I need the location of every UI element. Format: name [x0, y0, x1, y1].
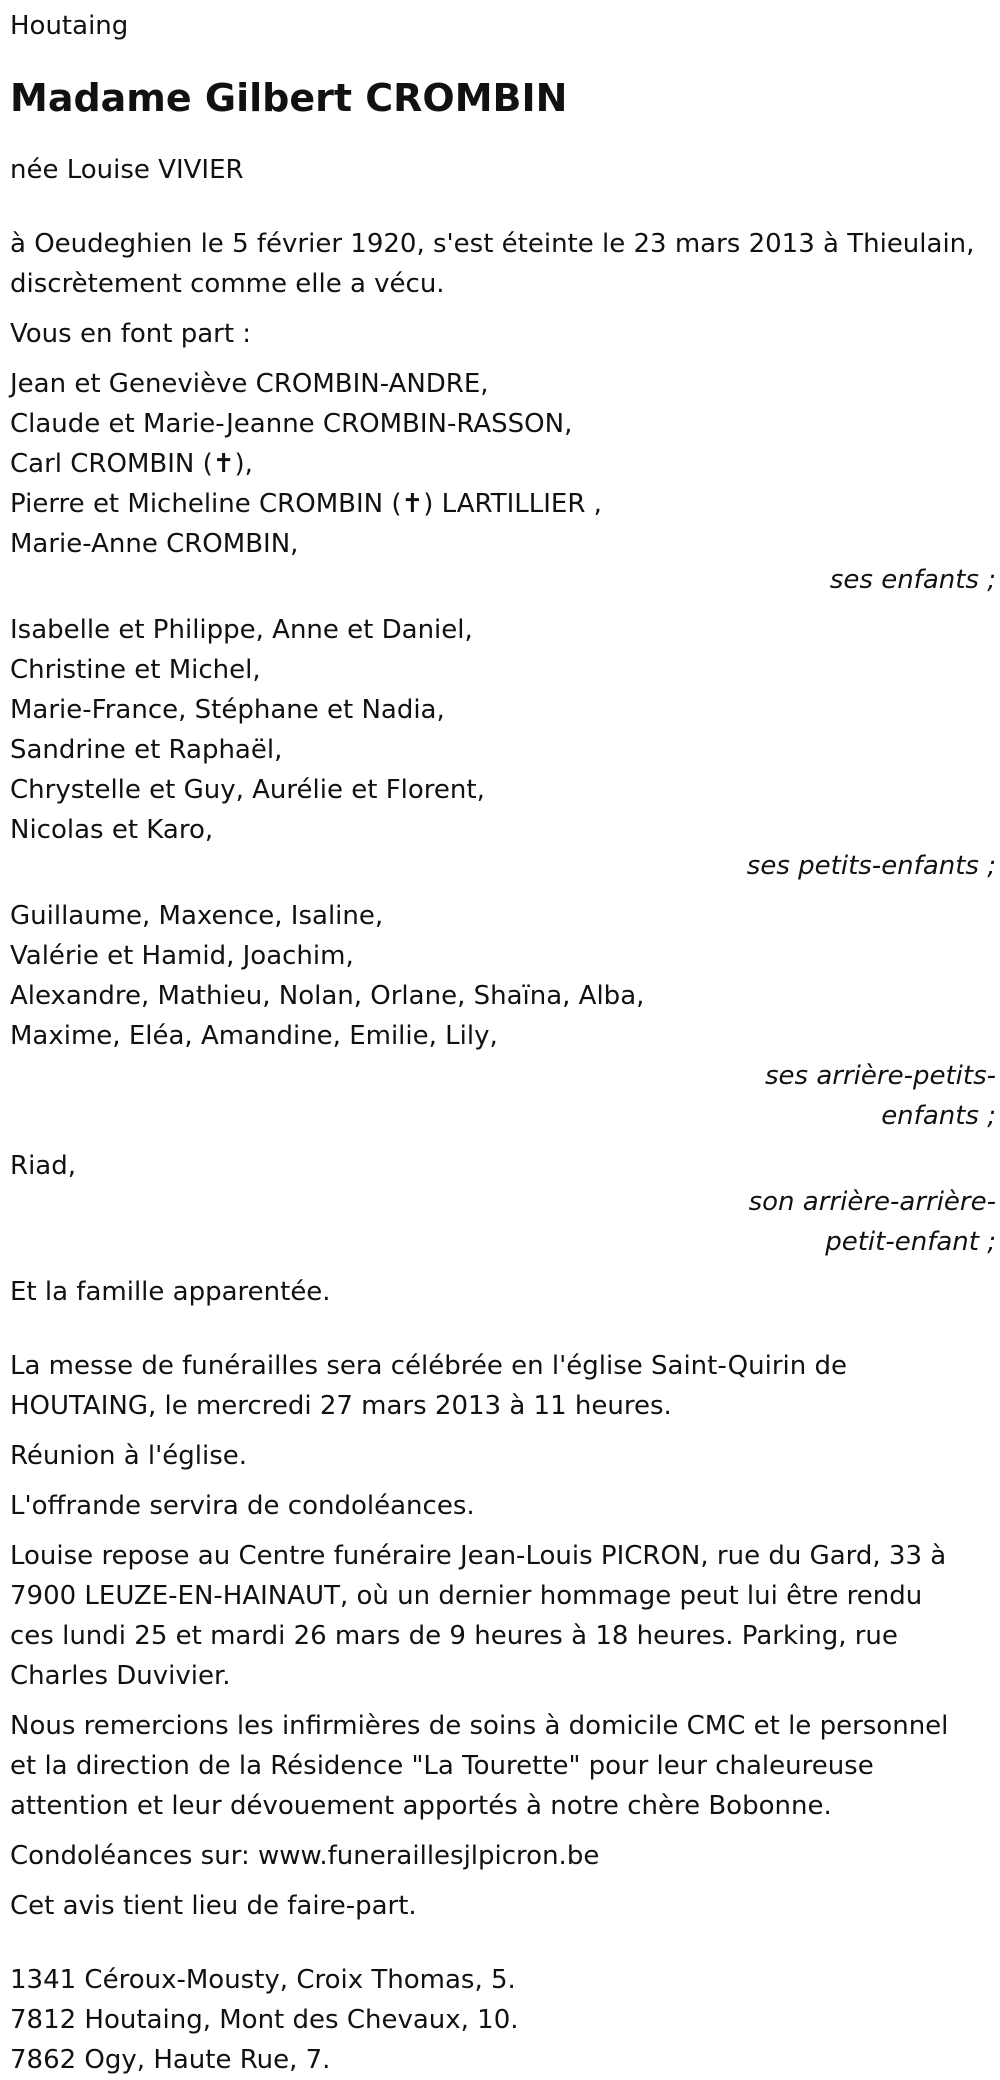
family-member-line: Carl CROMBIN (✝), [10, 449, 253, 479]
obituary-notice [10, 0, 996, 2080]
thanks-line: Nous remercions les infirmières de soins à domicile CMC et le personnel [10, 1711, 949, 1741]
family-member-line: Marie-France, Stéphane et Nadia, [10, 695, 445, 725]
family-member-line: Christine et Michel, [10, 655, 261, 685]
announcement-line: à Oeudeghien le 5 février 1920, s'est éteinte le 23 mars 2013 à Thieulain, [10, 229, 975, 259]
mass-line: La messe de funérailles sera célébrée en l'église Saint-Quirin de [10, 1351, 848, 1381]
family-member-line: Pierre et Micheline CROMBIN (✝) LARTILLIER , [10, 489, 602, 519]
thanks-line: attention et leur dévouement apportés à notre chère Bobonne. [10, 1791, 832, 1821]
relation-label: ses arrière-petits- [765, 1061, 996, 1091]
notice-info: Cet avis tient lieu de faire-part. [10, 1891, 417, 1921]
children-group [10, 364, 996, 600]
family-member-line: Sandrine et Raphaël, [10, 735, 283, 765]
deceased-name: Madame Gilbert CROMBIN [10, 76, 568, 120]
offering-info: L'offrande servira de condoléances. [10, 1491, 475, 1521]
address-line: 7862 Ogy, Haute Rue, 7. [10, 2045, 331, 2075]
family-member-line: Claude et Marie-Jeanne CROMBIN-RASSON, [10, 409, 573, 439]
family-member-line: Jean et Geneviève CROMBIN-ANDRE, [10, 369, 489, 399]
family-member-line: Guillaume, Maxence, Isaline, [10, 901, 384, 931]
funeral-mass [10, 1346, 996, 1426]
announcement-line: discrètement comme elle a vécu. [10, 269, 445, 299]
grandchildren-group [10, 610, 996, 886]
thanks-paragraph [10, 1706, 996, 1826]
family-member-line: Nicolas et Karo, [10, 815, 214, 845]
family-member-line: Valérie et Hamid, Joachim, [10, 941, 354, 971]
family-member-line: Isabelle et Philippe, Anne et Daniel, [10, 615, 473, 645]
death-announcement [10, 224, 996, 304]
relation-label: petit-enfant ; [825, 1227, 996, 1257]
relation-label: son arrière-arrière- [748, 1187, 996, 1217]
meeting-info: Réunion à l'église. [10, 1441, 248, 1471]
announce-label: Vous en font part : [10, 319, 252, 349]
address-line: 1341 Céroux-Mousty, Croix Thomas, 5. [10, 1965, 516, 1995]
relation-label: ses enfants ; [829, 565, 996, 595]
family-member-line: Alexandre, Mathieu, Nolan, Orlane, Shaïna, Alba, [10, 981, 645, 1011]
family-member-line: Maxime, Eléa, Amandine, Emilie, Lily, [10, 1021, 498, 1051]
mass-line: HOUTAING, le mercredi 27 mars 2013 à 11 heures. [10, 1391, 672, 1421]
repose-info [10, 1536, 996, 1696]
repose-line: ces lundi 25 et mardi 26 mars de 9 heures à 18 heures. Parking, rue [10, 1621, 898, 1651]
address-line: 7812 Houtaing, Mont des Chevaux, 10. [10, 2005, 519, 2035]
family-addresses [10, 1960, 996, 2080]
condolences-info: Condoléances sur: www.funeraillesjlpicron.be [10, 1841, 600, 1871]
birth-name: née Louise VIVIER [10, 155, 244, 185]
family-member-line: Chrystelle et Guy, Aurélie et Florent, [10, 775, 485, 805]
relation-label: ses petits-enfants ; [746, 851, 996, 881]
family-member-line: Marie-Anne CROMBIN, [10, 529, 299, 559]
repose-line: 7900 LEUZE-EN-HAINAUT, où un dernier hommage peut lui être rendu [10, 1581, 923, 1611]
great-grandchildren-group [10, 896, 996, 1136]
relation-label: enfants ; [881, 1101, 996, 1131]
repose-line: Louise repose au Centre funéraire Jean-Louis PICRON, rue du Gard, 33 à [10, 1541, 947, 1571]
great-great-grandchild-group [10, 1146, 996, 1262]
family-member-line: Riad, [10, 1151, 76, 1181]
extended-family: Et la famille apparentée. [10, 1277, 331, 1307]
thanks-line: et la direction de la Résidence "La Tourette" pour leur chaleureuse [10, 1751, 874, 1781]
location: Houtaing [10, 11, 129, 41]
repose-line: Charles Duvivier. [10, 1661, 231, 1691]
